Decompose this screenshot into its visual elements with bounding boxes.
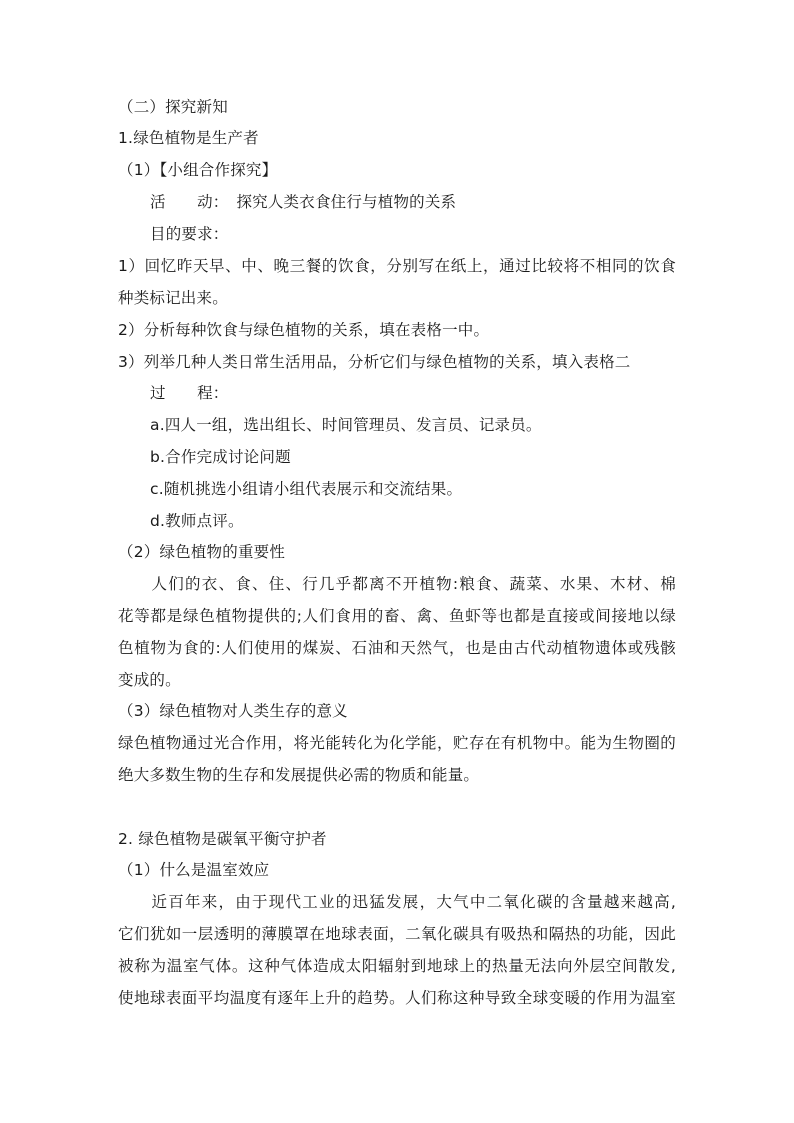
goal-item-1-cont: 种类标记出来。 [118,289,228,307]
goal-item-2: 2）分析每种饮食与绿色植物的关系，填在表格一中。 [118,321,490,339]
activity-line: 活 动： 探究人类衣食住行与植物的关系 [150,193,457,211]
process-step-a: a.四人一组，选出组长、时间管理员、发言员、记录员。 [150,416,542,434]
goal-item-3: 3）列举几种人类日常生活用品，分析它们与绿色植物的关系，填入表格二 [118,353,631,371]
paragraph-line: 花等都是绿色植物提供的;人们食用的畜、禽、鱼虾等也都是直接或间接地以绿 [118,607,676,625]
item-heading: （3）绿色植物对人类生存的意义 [118,702,348,720]
paragraph-line: 近百年来，由于现代工业的迅猛发展，大气中二氧化碳的含量越来越高, [118,893,676,911]
section-heading: （二）探究新知 [118,98,228,116]
item-heading: （2）绿色植物的重要性 [118,543,286,561]
subsection-heading: 1.绿色植物是生产者 [118,129,259,147]
process-step-c: c.随机挑选小组请小组代表展示和交流结果。 [150,480,463,498]
paragraph-line: 使地球表面平均温度有逐年上升的趋势。人们称这种导致全球变暖的作用为温室 [118,989,676,1007]
subsection-heading: 2. 绿色植物是碳氧平衡守护者 [118,830,327,848]
item-heading: （1）【小组合作探究】 [118,161,278,179]
paragraph-line: 它们犹如一层透明的薄膜罩在地球表面，二氧化碳具有吸热和隔热的功能，因此 [118,925,676,943]
paragraph-line: 绝大多数生物的生存和发展提供必需的物质和能量。 [118,766,480,784]
paragraph-line: 人们的衣、食、住、行几乎都离不开植物:粮食、蔬菜、水果、木材、棉 [118,575,676,593]
paragraph-line: 色植物为食的:人们使用的煤炭、石油和天然气，也是由古代动植物遗体或残骸 [118,639,676,657]
goal-label: 目的要求： [150,225,229,243]
goal-item-1: 1）回忆昨天早、中、晚三餐的饮食，分别写在纸上，通过比较将不相同的饮食 [118,257,676,275]
process-label: 过 程： [150,384,229,402]
paragraph-line: 被称为温室气体。这种气体造成太阳辐射到地球上的热量无法向外层空间散发, [118,957,676,975]
item-heading: （1）什么是温室效应 [118,861,270,879]
paragraph-line: 绿色植物通过光合作用，将光能转化为化学能，贮存在有机物中。能为生物圈的 [118,734,676,752]
process-step-d: d.教师点评。 [150,512,244,530]
paragraph-line: 变成的。 [118,671,181,689]
process-step-b: b.合作完成讨论问题 [150,448,291,466]
